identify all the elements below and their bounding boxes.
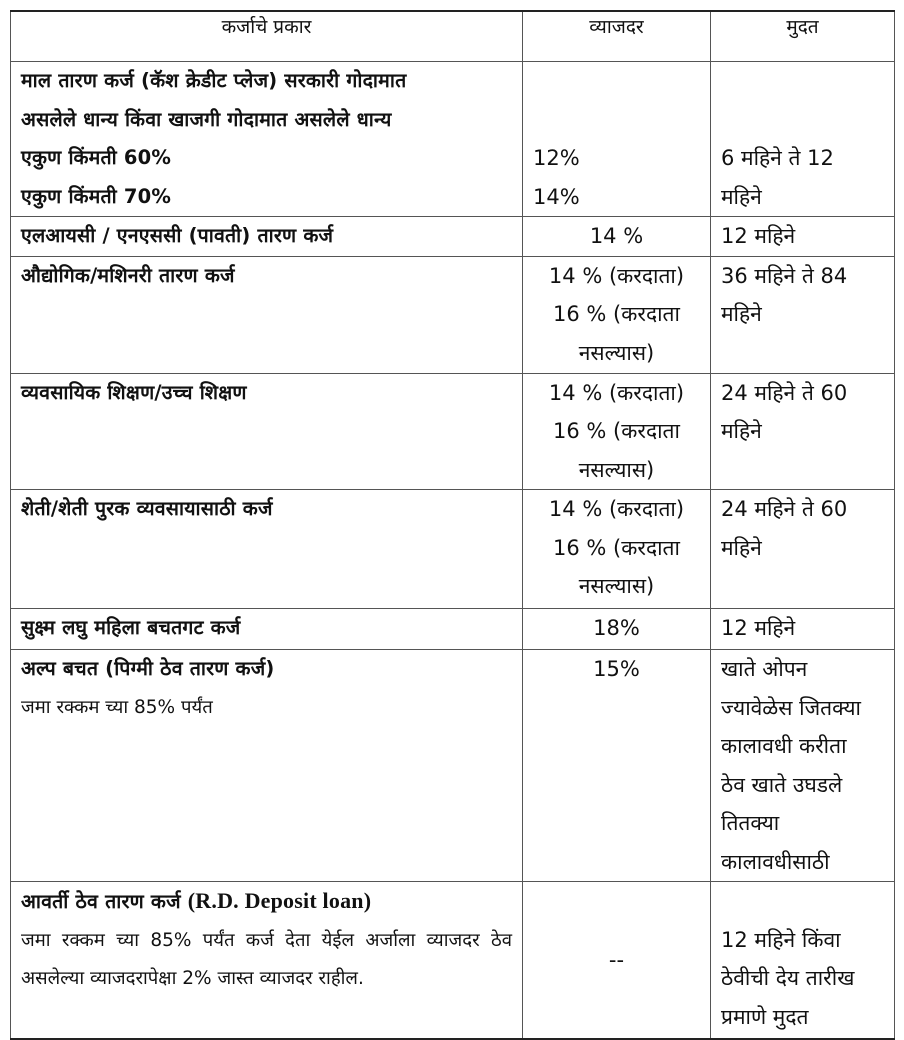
loan-type-cell: [11, 217, 523, 257]
interest-rate-value: नसल्यास): [578, 457, 655, 482]
interest-rate-value: 14 % (करदाता): [548, 263, 685, 288]
loan-type-line: शेती/शेती पुरक व्यवसायासाठी कर्ज: [21, 497, 273, 520]
table-row: [11, 256, 895, 373]
loan-type-cell: [11, 373, 523, 490]
interest-rate-cell: [523, 256, 711, 373]
term-line: 12 महिने: [721, 224, 796, 248]
interest-rate-cell: [523, 490, 711, 609]
interest-rate-value: 15%: [593, 657, 640, 681]
interest-rate-value: 14%: [533, 184, 580, 209]
loan-type-cell: [11, 882, 523, 1040]
table-row: [11, 882, 895, 1040]
interest-rate-cell: [523, 373, 711, 490]
loan-type-line: माल तारण कर्ज (कॅश क्रेडीट प्लेज) सरकारी गोदामात: [21, 69, 407, 92]
loan-type-title-english: (R.D. Deposit loan): [187, 888, 372, 913]
loan-type-title: [21, 882, 512, 922]
term-line: महिने: [721, 419, 762, 443]
table-header-row: [11, 11, 895, 62]
interest-rate-cell: [523, 62, 711, 217]
loan-type-line: अल्प बचत (पिग्मी ठेव तारण कर्ज): [21, 657, 275, 680]
term-line: खाते ओपन: [721, 657, 808, 681]
interest-rate-cell: [523, 217, 711, 257]
loan-rates-table: [10, 10, 895, 1040]
header-interest-rate: व्याजदर: [523, 11, 711, 62]
interest-rate-value: 16 % (करदाता: [553, 419, 680, 443]
loan-type-cell: [11, 609, 523, 650]
term-cell: [711, 373, 895, 490]
term-line: प्रमाणे मुदत: [721, 1004, 809, 1029]
loan-type-line: व्यवसायिक शिक्षण/उच्च शिक्षण: [21, 380, 247, 404]
loan-type-cell: [11, 256, 523, 373]
loan-type-note: जमा रक्कम च्या 85% पर्यंत कर्ज देता येईल अर्जाला व्याजदर ठेव असलेल्या व्याजदरापेक्षा 2% जास्त व्याजदर राहील.: [21, 929, 512, 989]
interest-rate-value: नसल्यास): [578, 340, 655, 365]
term-line: महिने: [721, 535, 762, 560]
term-line: तितक्या: [721, 811, 780, 835]
loan-type-line: सुक्ष्म लघु महिला बचतगट कर्ज: [21, 616, 241, 639]
term-cell: [711, 609, 895, 650]
interest-rate-value: 14 % (करदाता): [548, 380, 685, 405]
table-row: [11, 62, 895, 217]
loan-type-cell: [11, 62, 523, 217]
interest-rate-value: 16 % (करदाता: [553, 535, 680, 560]
interest-rate-cell: [523, 609, 711, 650]
table-row: [11, 217, 895, 257]
term-line: ठेव खाते उघडले: [721, 772, 843, 797]
interest-rate-cell: [523, 650, 711, 882]
interest-rate-value: 18%: [593, 616, 640, 640]
term-line: ठेवीची देय तारीख: [721, 966, 855, 990]
term-line: 24 महिने ते 60: [721, 380, 848, 405]
loan-type-line: असलेले धान्य किंवा खाजगी गोदामात असलेले धान्य: [21, 107, 392, 131]
term-line: 12 महिने: [721, 616, 796, 640]
term-line: कालावधी करीता: [721, 734, 847, 758]
loan-type-title-devanagari: आवर्ती ठेव तारण कर्ज: [21, 890, 181, 913]
term-cell: [711, 62, 895, 217]
term-cell: [711, 882, 895, 1040]
header-loan-type: कर्जाचे प्रकार: [11, 11, 523, 62]
loan-type-note: जमा रक्कम च्या 85% पर्यंत: [21, 696, 213, 718]
term-cell: [711, 256, 895, 373]
table-row: [11, 490, 895, 609]
interest-rate-value: 16 % (करदाता: [553, 302, 680, 326]
interest-rate-value: 14 % (करदाता): [548, 497, 685, 521]
term-cell: [711, 490, 895, 609]
table-row: [11, 373, 895, 490]
term-line: कालावधीसाठी: [721, 849, 830, 874]
loan-type-line: एलआयसी / एनएससी (पावती) तारण कर्ज: [21, 224, 334, 247]
interest-rate-value: --: [608, 947, 625, 972]
term-line: महिने: [721, 184, 762, 209]
loan-type-line: एकुण किंमती 70%: [21, 184, 172, 208]
term-line: 36 महिने ते 84: [721, 263, 848, 288]
table-row: [11, 650, 895, 882]
term-cell: [711, 650, 895, 882]
loan-type-cell: [11, 650, 523, 882]
term-line: 6 महिने ते 12: [721, 146, 834, 170]
interest-rate-cell: [523, 882, 711, 1040]
loan-type-line: एकुण किंमती 60%: [21, 146, 172, 169]
loan-type-cell: [11, 490, 523, 609]
table-row: [11, 609, 895, 650]
term-line: 24 महिने ते 60: [721, 497, 848, 521]
term-cell: [711, 217, 895, 257]
term-line: ज्यावेळेस जितक्या: [721, 695, 861, 720]
term-line: महिने: [721, 302, 762, 326]
loan-type-line: औद्योगिक/मशिनरी तारण कर्ज: [21, 263, 235, 287]
interest-rate-value: 14 %: [589, 224, 644, 248]
term-line: 12 महिने किंवा: [721, 927, 841, 952]
header-term: मुदत: [711, 11, 895, 62]
interest-rate-value: 12%: [533, 146, 580, 170]
interest-rate-value: नसल्यास): [578, 574, 655, 598]
